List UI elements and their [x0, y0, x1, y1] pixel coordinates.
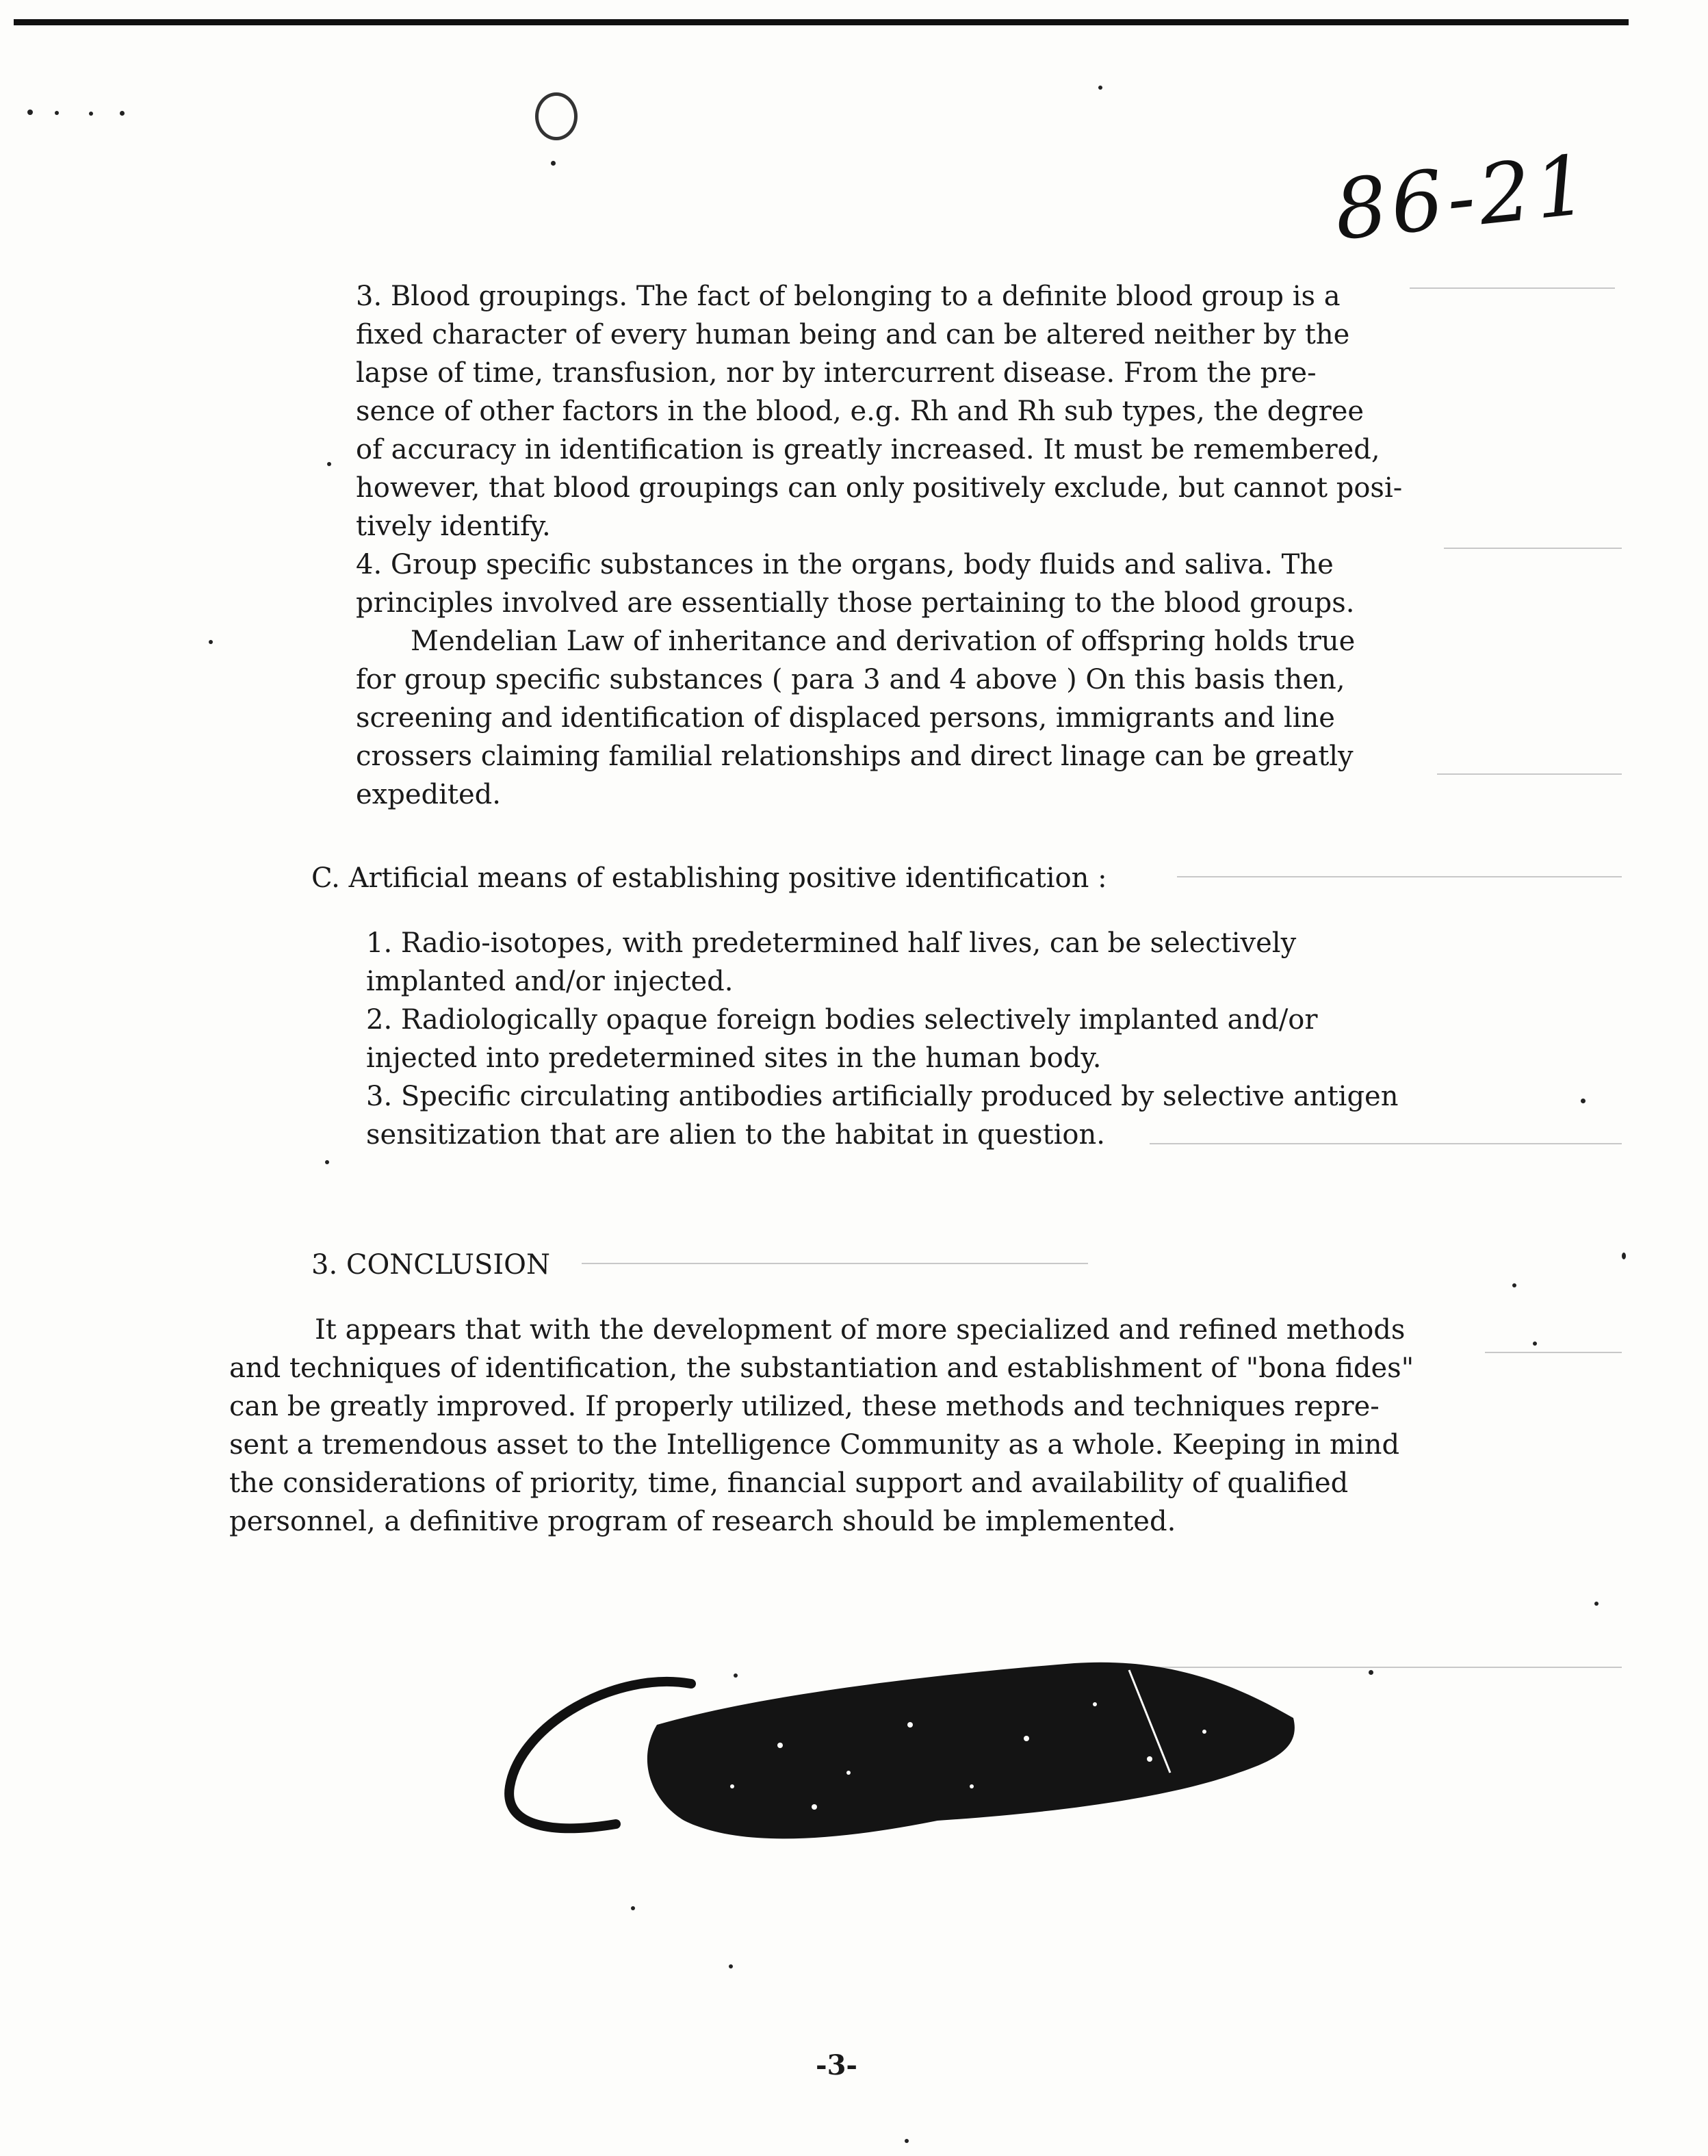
body-line: 2. Radiologically opaque foreign bodies selectively implanted and/or — [366, 1004, 1318, 1036]
body-line: implanted and/or injected. — [366, 966, 734, 997]
redaction-blot — [647, 1663, 1295, 1839]
body-line: sence of other factors in the blood, e.g. Rh and Rh sub types, the degree — [356, 396, 1364, 427]
body-line: fixed character of every human being and can be altered neither by the — [356, 319, 1350, 350]
body-line: however, that blood groupings can only positively exclude, but cannot posi- — [356, 472, 1403, 504]
body-line: of accuracy in identification is greatly increased. It must be remembered, — [356, 434, 1380, 465]
scan-speck — [1369, 1670, 1373, 1675]
body-line: It appears that with the development of more specialized and refined methods — [315, 1314, 1406, 1346]
body-line: the considerations of priority, time, financial support and availability of qualified — [229, 1467, 1349, 1499]
scan-speck — [905, 2139, 909, 2143]
body-line: 3. Specific circulating antibodies artificially produced by selective antigen — [366, 1081, 1399, 1112]
body-line: 1. Radio-isotopes, with predetermined half lives, can be selectively — [366, 927, 1297, 959]
handwritten-document-number: 86-21 — [1330, 137, 1596, 259]
scan-speck — [27, 110, 33, 115]
top-border-rule — [14, 19, 1629, 25]
section-c-body — [366, 924, 1398, 1154]
body-line: 3. Blood groupings. The fact of belonging to a definite blood group is a — [356, 281, 1341, 312]
body-line: can be greatly improved. If properly utilized, these methods and techniques repre- — [229, 1391, 1380, 1422]
punch-hole-mark — [535, 92, 578, 140]
body-line: sent a tremendous asset to the Intelligence Community as a whole. Keeping in mind — [229, 1429, 1400, 1461]
scan-speck — [327, 462, 331, 466]
scan-faint-rule — [1410, 287, 1615, 289]
scan-speck — [1512, 1283, 1516, 1287]
body-line: personnel, a definitive program of research should be implemented. — [229, 1506, 1176, 1537]
body-line: expedited. — [356, 779, 501, 810]
body-line: screening and identification of displaced persons, immigrants and line — [356, 702, 1335, 734]
redacted-marking — [493, 1643, 1314, 1869]
conclusion-body — [229, 1311, 1414, 1541]
section-c-heading: C. Artificial means of establishing positive identification : — [311, 862, 1107, 894]
body-line: principles involved are essentially those pertaining to the blood groups. — [356, 587, 1355, 619]
scan-speck — [1581, 1099, 1586, 1103]
scan-speck — [631, 1906, 635, 1910]
scan-speck — [55, 111, 59, 115]
body-line: and techniques of identification, the substantiation and establishment of "bona fides" — [229, 1352, 1414, 1384]
body-line: lapse of time, transfusion, nor by intercurrent disease. From the pre- — [356, 357, 1317, 389]
scan-speck — [551, 161, 556, 166]
scan-speck — [209, 640, 213, 644]
body-line: crossers claiming familial relationships and direct linage can be greatly — [356, 741, 1354, 772]
scan-speck — [1098, 86, 1102, 90]
body-line: Mendelian Law of inheritance and derivation of offspring holds true — [411, 626, 1356, 657]
scan-speck — [325, 1160, 329, 1164]
scan-speck — [1622, 1253, 1626, 1259]
scan-faint-rule — [1437, 773, 1622, 775]
scan-faint-rule — [1177, 876, 1622, 877]
page-number: -3- — [816, 2049, 858, 2081]
scan-faint-rule — [1444, 548, 1622, 549]
body-line: sensitization that are alien to the habitat in question. — [366, 1119, 1105, 1151]
scan-faint-rule — [1485, 1352, 1622, 1353]
body-line: for group specific substances ( para 3 and 4 above ) On this basis then, — [356, 664, 1345, 695]
body-line: injected into predetermined sites in the human body. — [366, 1042, 1102, 1074]
scan-speck — [120, 111, 125, 116]
scan-speck — [1533, 1342, 1537, 1346]
scan-speck — [1594, 1602, 1599, 1606]
scan-speck — [729, 1964, 733, 1968]
body-line: 4. Group specific substances in the organs, body fluids and saliva. The — [356, 549, 1334, 580]
body-line: tively identify. — [356, 511, 551, 542]
conclusion-heading: 3. CONCLUSION — [311, 1249, 550, 1281]
scan-faint-rule — [582, 1263, 1088, 1264]
section-b-body — [356, 277, 1402, 814]
scan-speck — [89, 112, 93, 116]
